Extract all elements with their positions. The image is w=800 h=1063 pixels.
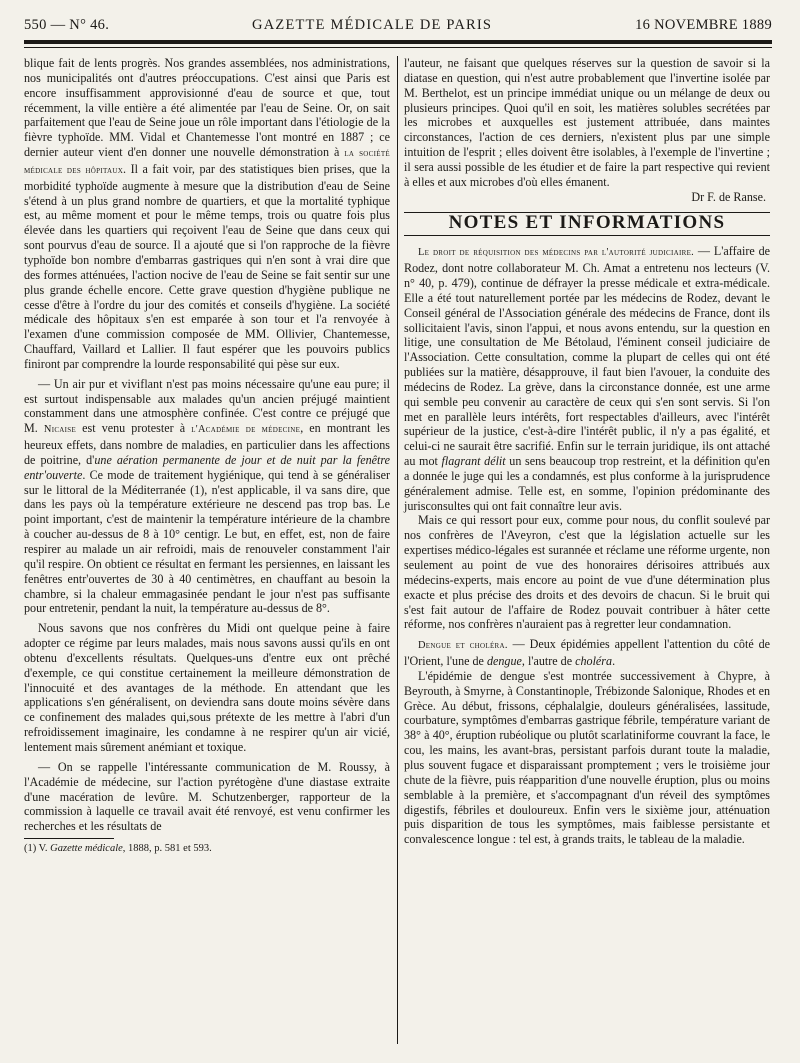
journal-title: GAZETTE MÉDICALE DE PARIS xyxy=(252,16,493,33)
footnote-rule xyxy=(24,838,114,839)
header-rule-thin xyxy=(24,47,772,48)
page-header xyxy=(24,14,772,36)
paragraph-diastase: l'auteur, ne faisant que quelques réserves sur la question de savoir si la diatase en question, qui n'est autre probablement que l'invertine isolée par M. Berthelot, est un principe immédiat unique ou un mélange de deux ou plusieurs principes. Quoi qu'il en soit, les matières solubles secrétées par les microbes et auxquelles est justement attribuée, dans maintes circonstances, l'action de ces derniers, n'existent plus par une simple intuition de l'esprit ; elles doivent être isolables, à l'exemple de l'invertine ; il sera aussi possible de les étudier et de faire la part respective qui revient à elles et aux microbes d'où elles émanent. xyxy=(404,56,770,189)
paragraph-roussy: — On se rappelle l'intéressante communication de M. Roussy, à l'Académie de médecine, sur l'action pyrétogène d'une diastase extraite d'une macération de levûre. M. Schutzenberger, rapporteur de la commission à laquelle ce travail avait été renvoyé, est venu confirmer les recherches et les résultats de xyxy=(24,759,390,834)
issue-date: 16 NOVEMBRE 1889 xyxy=(635,16,772,33)
paragraph-midi-confreres: Nous savons que nos confrères du Midi ont quelque peine à faire adopter ce régime par leurs malades, mais nous savons aussi qu'ils en ont obtenu d'excellents résultats. Quelques-uns d'entre eux ont prêché d'exemple, ce qui constitue certainement la meilleure démonstration de l'innocuité et des avantages de la méthode. En attendant que les applications s'en généralisent, on deviendra sans doute moins sévère dans ce confinement des malades qui,sous prétexte de les mettre à l'abri d'un refroidissement imaginaire, les condamne à ne respirer qu'un air vicié, lentement mais sûrement anémiant et toxique. xyxy=(24,621,390,754)
paragraph-fresh-air: — Un air pur et viviflant n'est pas moins nécessaire qu'une eau pure; il est surtout indispensable aux malades qu'un ancien préjugé maintient constamment dans une atmosphère confinée. C'est contre ce préjugé que M. Nicaise est venu protester à l'Académie de médecine, en montrant les heureux effets, dans nombre de maladies, en particulier dans les affections de poitrine, d'une aération permanente de jour et de nuit par la fenêtre entr'ouverte. Ce mode de traitement hygiénique, qui tend à se généraliser sur le littoral de la Méditerranée (1), n'est applicable, il va sans dire, que dans les pays où la température extérieure ne descend pas trop bas. Le point important, c'est de maintenir la température intérieure de la chambre à coucher au-dessus de 8 à 10° centigr. Le but, en effet, est, non de faire respirer au malade un air refroidi, mais de renouveler constamment l'air qu'il respire. On obtient ce résultat en fermant les persiennes, en laissant les fenêtres entr'ouvertes de 30 à 40 centimètres, en chauffant au besoin la chambre, si la chaleur emmagasinée pendant le jour n'est pas suffisante pour entretenir, pendant la nuit, la température au-dessus de 8°. xyxy=(24,376,391,616)
note-reform: Mais ce qui ressort pour eux, comme pour nous, du conflit soulevé par nos confrères de l'Aveyron, c'est que la législation actuelle sur les expertises médico-légales est surannée et réclame une réforme urgente, non seulement au point de vue des honoraires dérisoires attribués aux médecins-experts, mais encore au point de vue d'une détermination plus exacte et plus précise des droits et des devoirs de chacun. Si le bruit qui s'est fait autour de l'affaire de Rodez pouvait contribuer à hâter cette réforme, nos confrères n'auraient pas à regretter leur condamnation. xyxy=(404,513,770,632)
page-number: 550 — N° 46. xyxy=(24,16,110,33)
author-signature: Dr F. de Ranse. xyxy=(691,189,766,204)
header-rule-thick xyxy=(24,40,772,44)
right-column xyxy=(404,56,770,847)
note-dengue-epidemic: L'épidémie de dengue s'est montrée successivement à Chypre, à Beyrouth, à Smyrne, à Constantinople, Trébizonde Salonique, Rhodes et en Grèce. Au début, frissons, céphalalgie, douleurs généralisées, lassitude, courbature, symptômes d'embarras gastrique fébrile, température variant de 38° à 40°, éruption rubéolique ou plutôt scarlatiniforme couvrant la face, le cou, les mains, les avant-bras, persistant parfois durant toute la maladie, plus souvent fugace et disparaissant promptement ; vers le troisième jour chute de la fièvre, puis réapparition d'une nouvelle éruption, plus ou moins semblable à la première, et s'accompagnant d'un réveil des symptômes digestifs, fébriles et douloureux. Enfin vers le sixième jour, atténuation puis disparition de tous les symptômes, mais faiblesse persistante et convalescence longue : tel est, à grands traits, le tableau de la maladie. xyxy=(404,668,770,847)
note-requisition: Le droit de réquisition des médecins par l'autorité judiciaire. — L'affaire de Rodez, dont notre collaborateur M. Ch. Amat a entretenu nos lecteurs (V. n° 40, p. 479), continue de défrayer la presse médicale et extra-médicale. Elle a été tout naturellement portée par les médecins de Rodez, devant le Conseil général de l'Association générale des médecins de France, dont ils sollicitaient l'avis, sinon l'appui, et nous avons entendu, sur la question en litige, une consultation de Me Bétolaud, l'éminent conseil judiciaire de l'Association. Cette consultation, comme la plupart de celles qui ont été publiées sur la matière, désapprouve, il faut bien l'avouer, la conduite des médecins de Rodez. La grève, dans la circonstance donnée, est une arme qui semble peu convenir au caractère de ceux qui s'en sont servis. Si l'on met en parallèle leurs intérêts, fort respectables d'ailleurs, avec l'intérêt supérieur de la justice, c'est-à-dire l'intérêt public, il n'y a pas égalité, et celui-ci ne saurait être sacrifié. Enfin sur le terrain juridique, ils ont attaché au mot flagrant délit un sens beaucoup trop restreint, et la définition qu'en a donnée le juge qui les a condamnés, est plus conforme à la jurisprudence généralement admise. Telle est, en somme, l'opinion prédominante des jurisconsultes qui ont fait connaître leur avis. xyxy=(404,244,770,513)
paragraph-typhoid: blique fait de lents progrès. Nos grandes assemblées, nos administrations, nos municipalités ont d'autres préoccupations. C'est ainsi que Paris est encore insuffisamment approvisionné d'eau de source et que, tout récemment, la ville entière a été alimentée par l'eau de Seine. Or, on sait parfaitement que l'eau de Seine joue un rôle important dans l'étiologie de la fièvre typhoïde. MM. Vidal et Chantemesse l'ont montré en 1887 ; ce dernier auteur vient d'en donner une nouvelle démonstration à la société médicale des hôpitaux. Il a fait voir, par des statistiques bien prises, que la morbidité typhoïde augmente à mesure que la distribution d'eau de Seine s'étend à un plus grand nombre de quartiers, et que la mortalité typhique est, au même moment et pour le même temps, trois ou quatre fois plus élevée dans les quartiers qui reçoivent l'eau de Seine que dans ceux qui sont pourvus d'eau de source. Il a ajouté que si l'on rapproche de la fièvre typhoïde bon nombre d'embarras gastriques qui n'en sont à vrai dire que des formes atténuées, l'action nocive de l'eau de Seine se fait sentir sur une plus grande échelle encore. Cette grave question d'hygiène publique ne cesse d'être à l'ordre du jour des comités et conseils d'hygiène. La société médicale des hôpitaux s'en est emparée à son tour et l'a renvoyée à l'examen d'une commission composée de MM. Ollivier, Chantemesse, Chauffard, Vaillard et Lallier. Il faut espérer que les pouvoirs publics finiront par comprendre la lourde responsabilité qui pèse sur eux. xyxy=(24,56,390,371)
left-column xyxy=(24,56,390,855)
note-dengue-cholera: Dengue et choléra. — Deux épidémies appellent l'attention du côté de l'Orient, l'une de dengue, l'autre de choléra. xyxy=(404,637,770,669)
footnote: (1) V. Gazette médicale, 1888, p. 581 et 593. xyxy=(24,843,212,855)
column-divider xyxy=(397,56,398,1044)
section-title: NOTES ET INFORMATIONS xyxy=(404,212,770,236)
